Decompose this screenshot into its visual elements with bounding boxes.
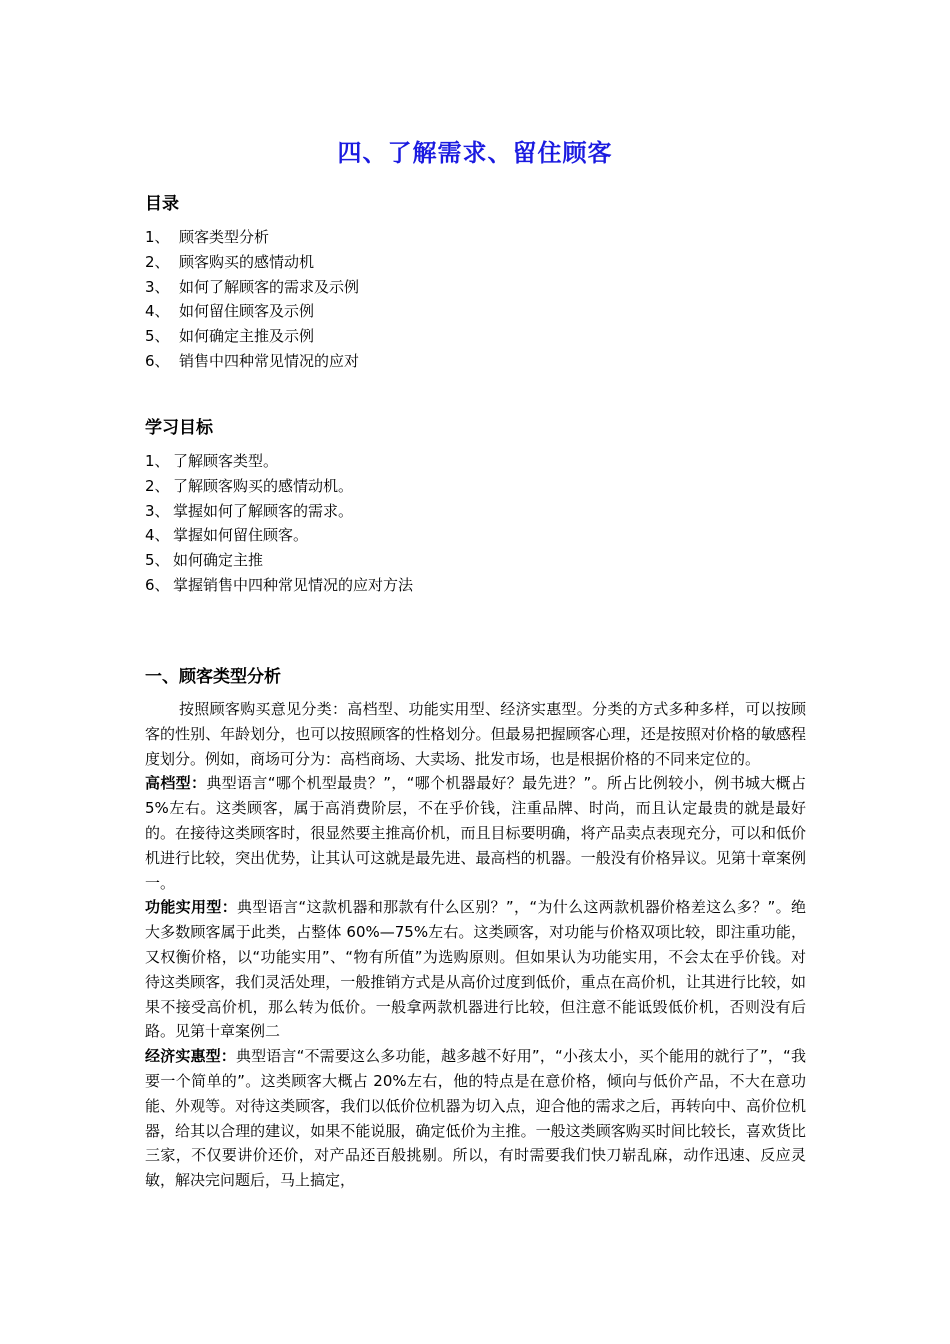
goal-item-text: 了解顾客购买的感情动机。 xyxy=(173,476,354,495)
toc-item xyxy=(145,299,359,324)
goals-list xyxy=(145,449,413,598)
type-text: 典型语言“哪个机型最贵？”，“哪个机器最好？最先进？”。所占比例较小，例书城大概占 5%左右。这类顾客，属于高消费阶层，不在乎价钱，注重品牌、时尚，而且认定最贵的就是最好的。在接待这类顾客时，很显然要主推高价机，而且目标要明确，将产品卖点表现充分，可以和低价机进行比较，突出优势，让其认可这就是最先进、最高档的机器。一般没有价格异议。见第十章案例一。 xyxy=(145,774,806,892)
page-title: 四、了解需求、留住顾客 xyxy=(337,139,613,167)
toc-item-number: 5、 xyxy=(145,327,170,346)
goal-item-text: 了解顾客类型。 xyxy=(173,452,279,470)
type-paragraph-premium xyxy=(145,771,806,895)
goal-item-number: 5、 xyxy=(145,551,170,570)
toc-item-number: 4、 xyxy=(145,302,170,321)
goal-item xyxy=(145,573,413,598)
toc-item-text: 如何了解顾客的需求及示例 xyxy=(179,277,360,296)
goal-item xyxy=(145,548,413,573)
toc-item xyxy=(145,349,359,374)
type-label: 经济实惠型： xyxy=(145,1047,236,1066)
goal-item-number: 1、 xyxy=(145,452,170,470)
toc-item xyxy=(145,324,359,349)
goal-item-text: 掌握销售中四种常见情况的应对方法 xyxy=(173,575,414,594)
goal-item-number: 4、 xyxy=(145,526,170,545)
toc-item-text: 销售中四种常见情况的应对 xyxy=(179,351,360,370)
toc-item-text: 顾客购买的感情动机 xyxy=(179,252,315,271)
type-paragraph-practical xyxy=(145,895,806,1044)
goal-item xyxy=(145,474,413,499)
section-body xyxy=(0,697,806,1193)
goal-item-number: 2、 xyxy=(145,476,170,495)
intro-paragraph: 按照顾客购买意见分类：高档型、功能实用型、经济实惠型。分类的方式多种多样，可以按顾客的性别、年龄划分，也可以按照顾客的性格划分。但最易把握顾客心理，还是按照对价格的敏感程度划分。例如，商场可分为：高档商场、大卖场、批发市场，也是根据价格的不同来定位的。 xyxy=(145,700,806,768)
goal-item xyxy=(145,523,413,548)
type-text: 典型语言“这款机器和那款有什么区别？”，“为什么这两款机器价格差这么多？”。绝大多数顾客属于此类，占整体 60%—75%左右。这类顾客，对功能与价格双项比较，即注重功能，又权衡价格，以“功能实用”、“物有所值”为选购原则。但如果认为功能实用，不会太在乎价钱。对待这类顾客，我们灵活处理，一般推销方式是从高价过度到低价，重点在高价机，让其进行比较，如果不接受高价机，那么转为低价。一般拿两款机器进行比较，但注意不能诋毁低价机，否则没有后路。见第十章案例二 xyxy=(145,898,806,1041)
toc-item xyxy=(145,225,359,250)
goal-item-text: 掌握如何留住顾客。 xyxy=(173,526,309,545)
toc-item-text: 顾客类型分析 xyxy=(179,228,270,246)
toc-item xyxy=(145,250,359,275)
toc-list xyxy=(145,225,359,374)
toc-item-text: 如何留住顾客及示例 xyxy=(179,302,315,321)
toc-heading: 目录 xyxy=(145,194,179,214)
toc-item-number: 6、 xyxy=(145,351,170,370)
type-text: 典型语言“不需要这么多功能，越多越不好用”，“小孩太小，买个能用的就行了”，“我要一个简单的”。这类顾客大概占 20%左右，他的特点是在意价格，倾向与低价产品，不大在意功能、外观等。对待这类顾客，我们以低价位机器为切入点，迎合他的需求之后，再转向中、高价位机器，给其以合理的建议，如果不能说服，确定低价为主推。一般这类顾客购买时间比较长，喜欢货比三家，不仅要讲价还价，对产品还百般挑剔。所以，有时需要我们快刀崭乱麻，动作迅速、反应灵敏，解决完问题后，马上搞定， xyxy=(145,1047,806,1190)
type-label: 高档型： xyxy=(145,774,207,793)
goal-item xyxy=(145,449,413,474)
type-paragraph-economy xyxy=(145,1044,806,1193)
goal-item-number: 6、 xyxy=(145,575,170,594)
goal-item-text: 掌握如何了解顾客的需求。 xyxy=(173,501,354,520)
toc-item xyxy=(145,275,359,300)
type-label: 功能实用型： xyxy=(145,898,238,917)
toc-item-number: 2、 xyxy=(145,252,170,271)
goals-heading: 学习目标 xyxy=(145,418,213,438)
goal-item-text: 如何确定主推 xyxy=(173,551,264,570)
toc-item-number: 1、 xyxy=(145,228,170,246)
goal-item xyxy=(145,499,413,524)
goal-item-number: 3、 xyxy=(145,501,170,520)
toc-item-text: 如何确定主推及示例 xyxy=(179,327,315,346)
toc-item-number: 3、 xyxy=(145,277,170,296)
section-heading: 一、顾客类型分析 xyxy=(145,667,281,687)
